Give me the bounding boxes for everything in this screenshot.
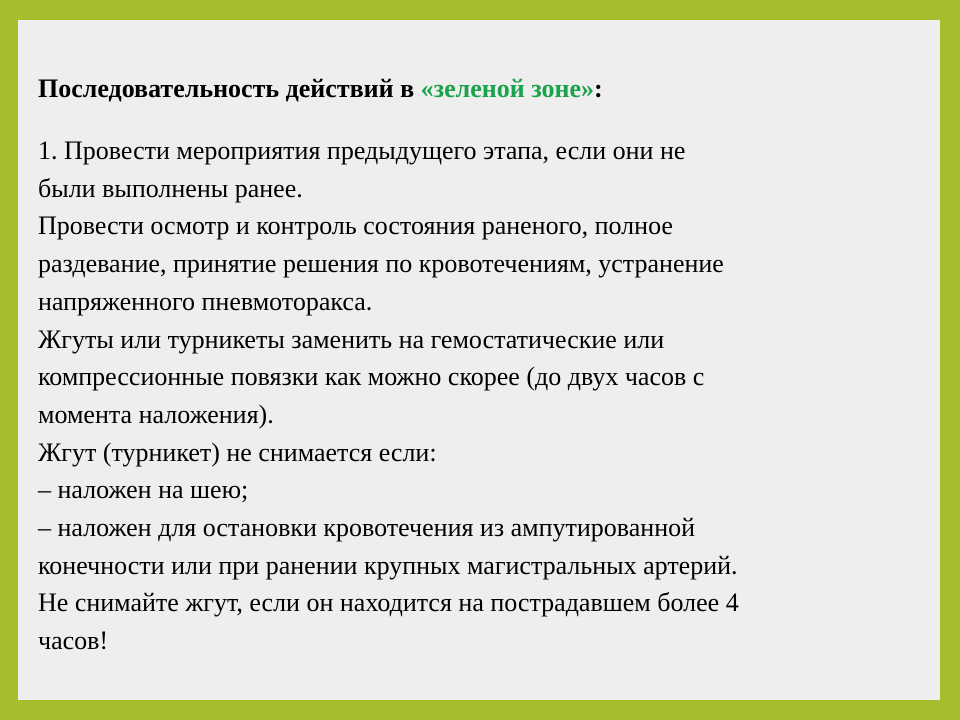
body-line: – наложен на шею;: [38, 475, 249, 505]
body-line: – наложен для остановки кровотечения из ампутированной: [38, 513, 696, 543]
body-line: часов!: [38, 626, 109, 656]
body-line: Жгуты или турникеты заменить на гемостатические или: [38, 324, 665, 354]
body-line: 1. Провести мероприятия предыдущего этапа, если они не: [38, 136, 686, 165]
body-line: напряженного пневмоторакса.: [38, 286, 373, 316]
slide-body: [38, 132, 918, 660]
body-line: Жгут (турникет) не снимается если:: [38, 437, 437, 467]
body-line: Провести осмотр и контроль состояния раненого, полное: [38, 211, 673, 241]
slide-content: [18, 20, 940, 700]
body-line: компрессионные повязки как можно скорее (до двух часов с: [38, 362, 705, 392]
body-line: раздевание, принятие решения по кровотечениям, устранение: [38, 249, 724, 279]
title-prefix: Последовательность действий в: [38, 74, 421, 103]
title-suffix: :: [594, 74, 603, 103]
body-line: момента наложения).: [38, 399, 274, 429]
body-line: были выполнены ранее.: [38, 173, 303, 203]
body-line: Не снимайте жгут, если он находится на пострадавшем более 4: [38, 588, 739, 618]
body-line: конечности или при ранении крупных магистральных артерий.: [38, 550, 738, 580]
title-accent-green-zone: «зеленой зоне»: [420, 74, 595, 103]
slide-title: [38, 72, 918, 106]
